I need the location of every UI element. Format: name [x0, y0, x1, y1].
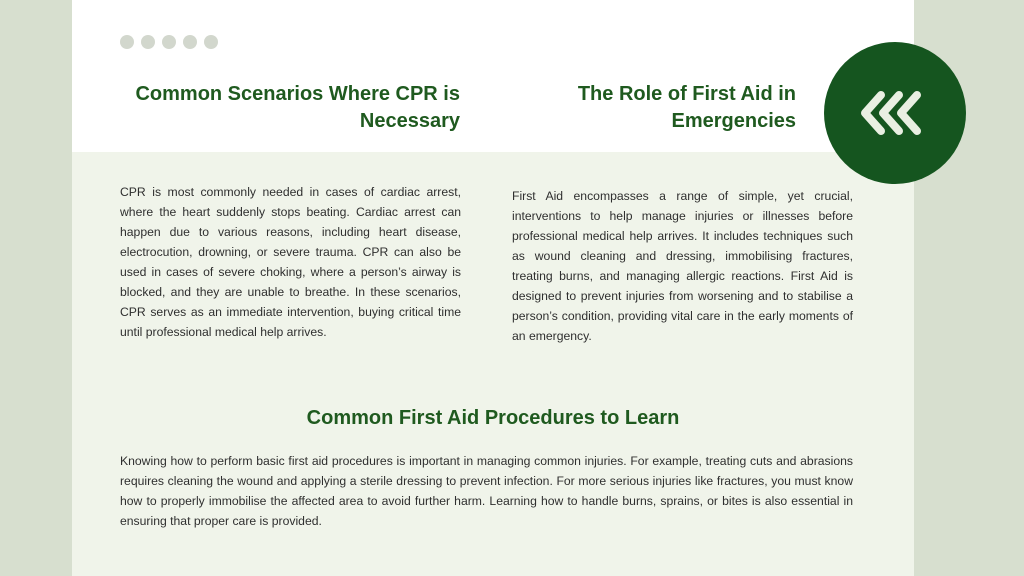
triple-chevron-left-icon: [859, 89, 931, 137]
decorative-dots: [120, 35, 218, 49]
dot: [183, 35, 197, 49]
dot: [141, 35, 155, 49]
paragraph-first-aid-role: First Aid encompasses a range of simple, yet crucial, interventions to help manage injuries or illnesses before professional medical help arrives. It includes techniques such as wound cleaning and dressing, immobilising fractures, treating burns, and managing allergic reactions. First Aid is designed to prevent injuries from worsening and to stabilise a person’s condition, providing vital care in the early moments of an emergency.: [512, 189, 853, 343]
slide: [72, 0, 914, 576]
heading-first-aid-role: The Role of First Aid in Emergencies: [577, 83, 796, 132]
chevron-badge: [824, 42, 966, 184]
dot: [204, 35, 218, 49]
dot: [120, 35, 134, 49]
heading-first-aid-procedures: Common First Aid Procedures to Learn: [306, 407, 680, 429]
header-band: [72, 0, 914, 152]
paragraph-cpr-scenarios: CPR is most commonly needed in cases of cardiac arrest, where the heart suddenly stops beating. Cardiac arrest can happen due to various reasons, including heart disease, electrocution, drowning, or severe trauma. CPR can also be used in cases of severe choking, where a person’s airway is blocked, and they are unable to breathe. In these scenarios, CPR serves as an immediate intervention, buying critical time until professional medical help arrives.: [120, 185, 461, 339]
dot: [162, 35, 176, 49]
paragraph-first-aid-procedures: Knowing how to perform basic first aid procedures is important in managing common injuries. For example, treating cuts and abrasions requires cleaning the wound and applying a sterile dressing to prevent infection. For more serious injuries like fractures, you must know how to properly immobilise the affected area to avoid further harm. Learning how to handle burns, sprains, or bites is also essential in ensuring that proper care is provided.: [120, 454, 853, 528]
heading-cpr-scenarios: Common Scenarios Where CPR is Necessary: [135, 83, 460, 132]
